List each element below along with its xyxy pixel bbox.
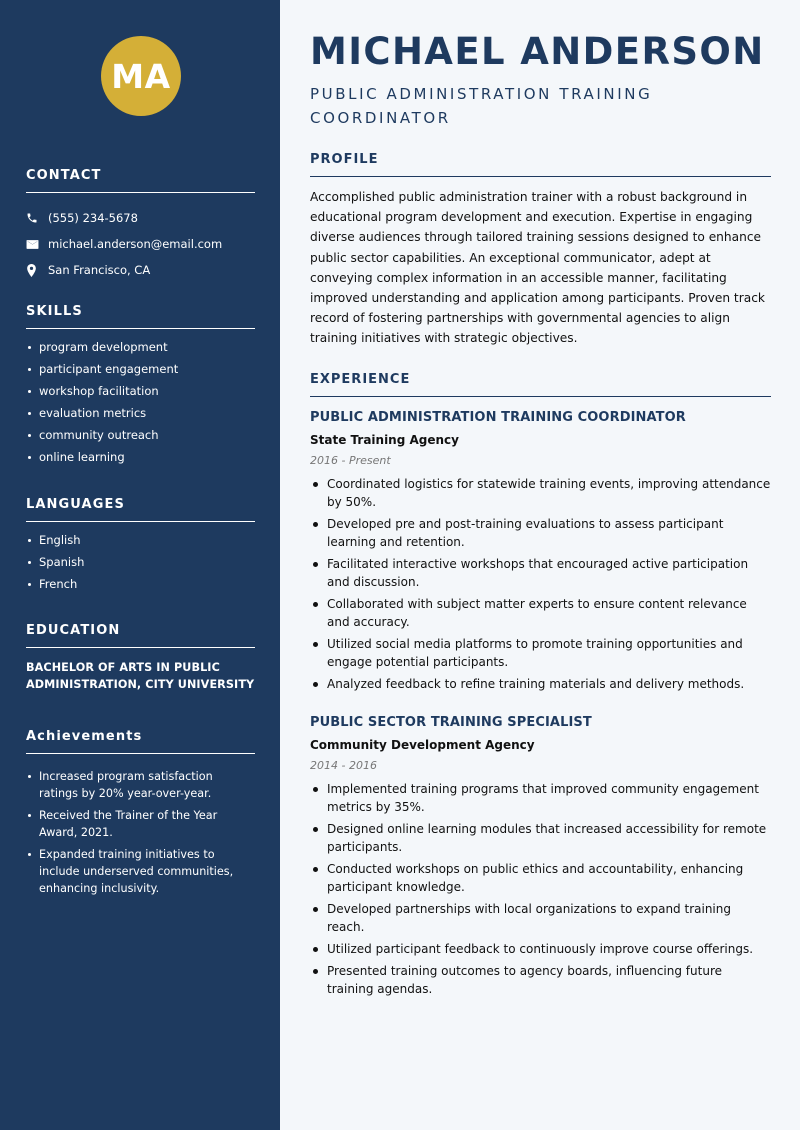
job-role: PUBLIC SECTOR TRAINING SPECIALIST — [310, 715, 592, 730]
email-text[interactable]: michael.anderson@email.com — [48, 237, 223, 251]
candidate-name: MICHAEL ANDERSON — [310, 30, 765, 73]
job-bullet: Utilized social media platforms to promote training opportunities and engage potential participants. — [310, 635, 771, 671]
languages-heading: LANGUAGES — [26, 497, 255, 522]
candidate-title: PUBLIC ADMINISTRATION TRAINING COORDINATOR — [310, 85, 653, 127]
education-section — [26, 623, 255, 693]
job-company: Community Development Agency — [310, 738, 535, 752]
job-dates: 2014 - 2016 — [310, 759, 377, 772]
language-item: Spanish — [26, 554, 255, 570]
skills-list — [26, 339, 255, 465]
skills-heading: SKILLS — [26, 304, 255, 329]
contact-section — [26, 168, 255, 283]
education-degree: BACHELOR OF ARTS IN PUBLIC ADMINISTRATION, CITY UNIVERSITY — [26, 661, 255, 691]
contact-email — [26, 231, 255, 257]
contact-phone — [26, 205, 255, 231]
education-heading: EDUCATION — [26, 623, 255, 648]
experience-heading: EXPERIENCE — [310, 372, 771, 397]
profile-section — [310, 152, 771, 349]
skills-section — [26, 304, 255, 471]
job-bullet: Facilitated interactive workshops that encouraged active participation and discussion. — [310, 555, 771, 591]
job-bullet: Implemented training programs that improved community engagement metrics by 35%. — [310, 780, 771, 816]
language-item: French — [26, 576, 255, 592]
skill-item: evaluation metrics — [26, 405, 255, 421]
achievements-list — [26, 768, 255, 897]
job-bullets — [310, 780, 771, 998]
achievement-item: Increased program satisfaction ratings by 20% year-over-year. — [26, 768, 255, 802]
job-bullet: Analyzed feedback to refine training materials and delivery methods. — [310, 675, 771, 693]
skill-item: community outreach — [26, 427, 255, 443]
achievement-item: Received the Trainer of the Year Award, 2021. — [26, 807, 255, 841]
location-text: San Francisco, CA — [48, 263, 151, 277]
experience-entry — [310, 410, 771, 697]
location-pin-icon — [26, 264, 48, 277]
job-bullet: Collaborated with subject matter experts to ensure content relevance and accuracy. — [310, 595, 771, 631]
profile-text: Accomplished public administration trainer with a robust background in educational program development and execution. Expertise in engaging diverse audiences through tailored training sessions designed to enhance public sector capabilities. An exceptional communicator, adept at conveying complex information in an accessible manner, facilitating improved understanding and application among participants. Proven track record of fostering partnerships with governmental agencies to align training initiatives with strategic objectives. — [310, 190, 765, 346]
sidebar — [0, 0, 280, 1130]
languages-list — [26, 532, 255, 592]
job-role: PUBLIC ADMINISTRATION TRAINING COORDINATOR — [310, 410, 686, 425]
job-bullet: Developed partnerships with local organizations to expand training reach. — [310, 900, 771, 936]
job-dates: 2016 - Present — [310, 454, 391, 467]
contact-heading: CONTACT — [26, 168, 255, 193]
contact-list — [26, 205, 255, 283]
job-bullet: Designed online learning modules that increased accessibility for remote participants. — [310, 820, 771, 856]
job-bullet: Presented training outcomes to agency boards, influencing future training agendas. — [310, 962, 771, 998]
mail-icon — [26, 239, 48, 250]
experience-entry — [310, 715, 771, 1002]
job-bullet: Developed pre and post-training evaluations to assess participant learning and retention. — [310, 515, 771, 551]
profile-heading: PROFILE — [310, 152, 771, 177]
contact-location — [26, 257, 255, 283]
job-bullet: Conducted workshops on public ethics and accountability, enhancing participant knowledge. — [310, 860, 771, 896]
phone-text[interactable]: (555) 234-5678 — [48, 211, 138, 225]
job-bullet: Utilized participant feedback to continuously improve course offerings. — [310, 940, 771, 958]
avatar: MA — [101, 36, 181, 116]
languages-section — [26, 497, 255, 598]
skill-item: online learning — [26, 449, 255, 465]
phone-icon — [26, 212, 48, 224]
language-item: English — [26, 532, 255, 548]
achievement-item: Expanded training initiatives to include underserved communities, enhancing inclusivity. — [26, 846, 255, 897]
skill-item: program development — [26, 339, 255, 355]
achievements-heading: Achievements — [26, 729, 255, 754]
skill-item: workshop facilitation — [26, 383, 255, 399]
job-bullets — [310, 475, 771, 693]
job-bullet: Coordinated logistics for statewide training events, improving attendance by 50%. — [310, 475, 771, 511]
skill-item: participant engagement — [26, 361, 255, 377]
job-company: State Training Agency — [310, 433, 459, 447]
experience-section — [310, 372, 771, 397]
achievements-section — [26, 729, 255, 902]
